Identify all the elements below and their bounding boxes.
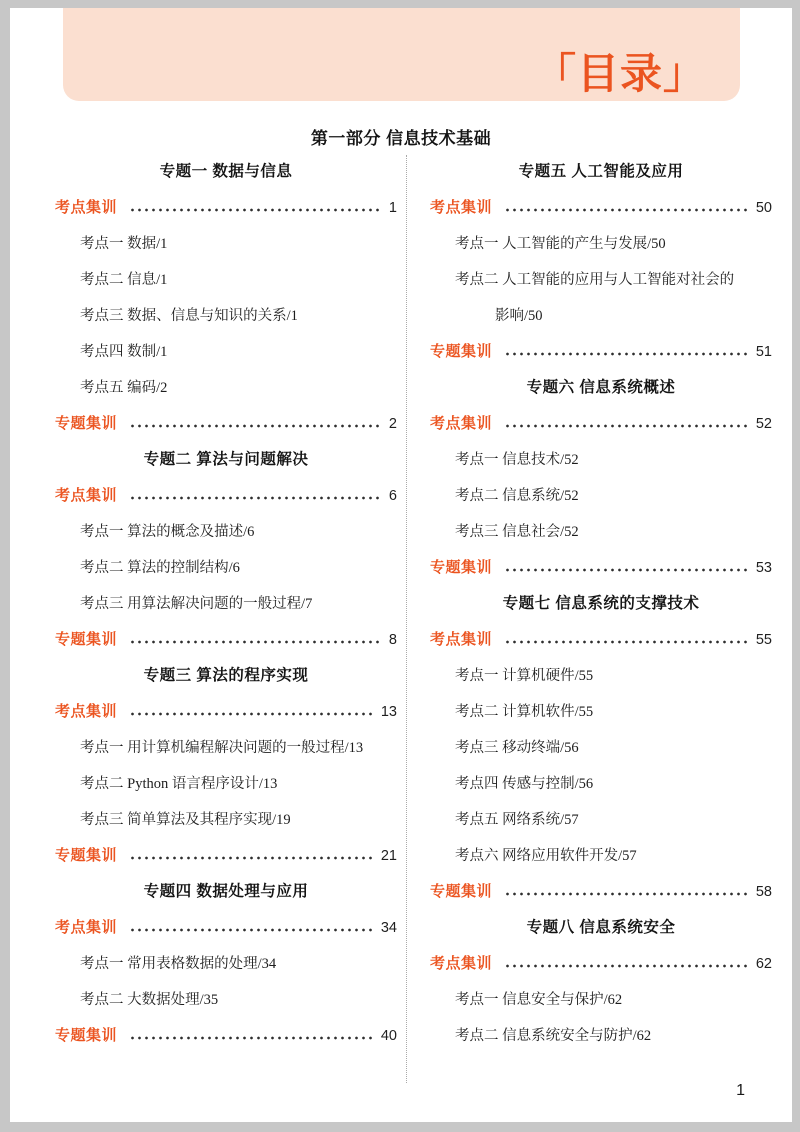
kaodian-leader-row — [430, 198, 772, 218]
leader-label: 考点集训 — [55, 199, 118, 216]
dot-leader — [127, 708, 375, 720]
leader-page-number: 62 — [755, 956, 772, 972]
toc-columns — [10, 162, 792, 1062]
kaodian-leader-row — [55, 918, 397, 938]
leader-page-number: 53 — [755, 560, 772, 576]
kaodian-leader-row — [430, 414, 772, 434]
zhuanti-leader-row — [55, 414, 397, 434]
toc-section — [55, 450, 397, 650]
toc-item: 考点二 大数据处理/35 — [80, 992, 219, 1008]
leader-label: 考点集训 — [55, 703, 118, 720]
zhuanti-leader-row — [55, 630, 397, 650]
toc-section — [55, 882, 397, 1046]
section-title: 专题一 数据与信息 — [159, 163, 293, 180]
leader-label: 考点集训 — [430, 199, 493, 216]
toc-item: 考点一 用计算机编程解决问题的一般过程/13 — [80, 740, 364, 756]
dot-leader — [127, 204, 383, 216]
toc-item: 考点五 编码/2 — [80, 380, 168, 396]
leader-label: 专题集训 — [430, 883, 493, 900]
dot-leader — [127, 852, 375, 864]
kaodian-leader-row — [430, 954, 772, 974]
leader-label: 专题集训 — [55, 631, 118, 648]
leader-label: 考点集训 — [55, 487, 118, 504]
leader-page-number: 13 — [380, 704, 397, 720]
kaodian-leader-row — [55, 702, 397, 722]
toc-item: 考点五 网络系统/57 — [455, 812, 579, 828]
part-heading: 第一部分 信息技术基础 — [310, 129, 492, 148]
leader-label: 考点集训 — [55, 919, 118, 936]
toc-item: 考点一 计算机硬件/55 — [455, 668, 594, 684]
toc-item: 考点二 信息/1 — [80, 272, 168, 288]
zhuanti-leader-row — [430, 558, 772, 578]
section-title: 专题二 算法与问题解决 — [143, 451, 309, 468]
section-title: 专题八 信息系统安全 — [526, 919, 676, 936]
toc-item: 考点四 数制/1 — [80, 344, 168, 360]
toc-item: 考点一 信息安全与保护/62 — [455, 992, 623, 1008]
section-title: 专题六 信息系统概述 — [526, 379, 676, 396]
dot-leader — [502, 888, 750, 900]
leader-label: 专题集训 — [55, 847, 118, 864]
toc-section — [430, 594, 772, 902]
kaodian-leader-row — [55, 486, 397, 506]
leader-label: 专题集训 — [55, 415, 118, 432]
toc-section — [430, 162, 772, 362]
toc-item: 考点一 算法的概念及描述/6 — [80, 524, 255, 540]
toc-item: 考点二 信息系统安全与防护/62 — [455, 1028, 652, 1044]
column-divider — [406, 155, 407, 1083]
section-title: 专题五 人工智能及应用 — [518, 163, 684, 180]
zhuanti-leader-row — [55, 846, 397, 866]
section-title: 专题七 信息系统的支撑技术 — [502, 595, 700, 612]
toc-item: 考点六 网络应用软件开发/57 — [455, 848, 637, 864]
toc-column-right — [430, 162, 772, 1062]
toc-item: 考点二 算法的控制结构/6 — [80, 560, 240, 576]
leader-label: 考点集训 — [430, 415, 493, 432]
leader-page-number: 58 — [755, 884, 772, 900]
leader-page-number: 21 — [380, 848, 397, 864]
dot-leader — [502, 204, 750, 216]
toc-page — [10, 8, 792, 1122]
leader-page-number: 52 — [755, 416, 772, 432]
section-title: 专题三 算法的程序实现 — [143, 667, 309, 684]
toc-item: 考点四 传感与控制/56 — [455, 776, 594, 792]
leader-label: 专题集训 — [430, 343, 493, 360]
leader-page-number: 2 — [388, 416, 397, 432]
kaodian-leader-row — [430, 630, 772, 650]
toc-item-continuation: 影响/50 — [495, 308, 543, 324]
toc-item: 考点二 人工智能的应用与人工智能对社会的 — [455, 272, 735, 288]
toc-section — [55, 666, 397, 866]
toc-item: 考点一 数据/1 — [80, 236, 168, 252]
leader-page-number: 51 — [755, 344, 772, 360]
toc-column-left — [55, 162, 397, 1062]
toc-item: 考点二 计算机软件/55 — [455, 704, 594, 720]
zhuanti-leader-row — [430, 342, 772, 362]
leader-page-number: 50 — [755, 200, 772, 216]
toc-item: 考点三 信息社会/52 — [455, 524, 579, 540]
toc-section — [430, 918, 772, 1046]
page-number: 1 — [736, 1082, 745, 1099]
dot-leader — [502, 420, 750, 432]
dot-leader — [502, 636, 750, 648]
page-title: 「目录」 — [533, 49, 706, 97]
zhuanti-leader-row — [430, 882, 772, 902]
dot-leader — [127, 1032, 375, 1044]
zhuanti-leader-row — [55, 1026, 397, 1046]
section-title: 专题四 数据处理与应用 — [143, 883, 309, 900]
leader-page-number: 55 — [755, 632, 772, 648]
dot-leader — [127, 924, 375, 936]
toc-item: 考点三 简单算法及其程序实现/19 — [80, 812, 291, 828]
dot-leader — [502, 348, 750, 360]
toc-section — [430, 378, 772, 578]
leader-label: 考点集训 — [430, 631, 493, 648]
toc-item: 考点三 用算法解决问题的一般过程/7 — [80, 596, 313, 612]
dot-leader — [502, 960, 750, 972]
kaodian-leader-row — [55, 198, 397, 218]
dot-leader — [127, 492, 383, 504]
dot-leader — [127, 420, 383, 432]
toc-item: 考点一 人工智能的产生与发展/50 — [455, 236, 666, 252]
toc-item: 考点三 移动终端/56 — [455, 740, 579, 756]
toc-item: 考点一 常用表格数据的处理/34 — [80, 956, 277, 972]
dot-leader — [127, 636, 383, 648]
leader-label: 考点集训 — [430, 955, 493, 972]
dot-leader — [502, 564, 750, 576]
leader-page-number: 34 — [380, 920, 397, 936]
toc-item: 考点一 信息技术/52 — [455, 452, 579, 468]
leader-page-number: 6 — [388, 488, 397, 504]
leader-label: 专题集训 — [430, 559, 493, 576]
toc-item: 考点二 Python 语言程序设计/13 — [80, 776, 278, 792]
leader-page-number: 1 — [388, 200, 397, 216]
toc-item: 考点三 数据、信息与知识的关系/1 — [80, 308, 298, 324]
leader-page-number: 8 — [388, 632, 397, 648]
toc-item: 考点二 信息系统/52 — [455, 488, 579, 504]
leader-page-number: 40 — [380, 1028, 397, 1044]
leader-label: 专题集训 — [55, 1027, 118, 1044]
header-band — [63, 8, 740, 101]
toc-section — [55, 162, 397, 434]
